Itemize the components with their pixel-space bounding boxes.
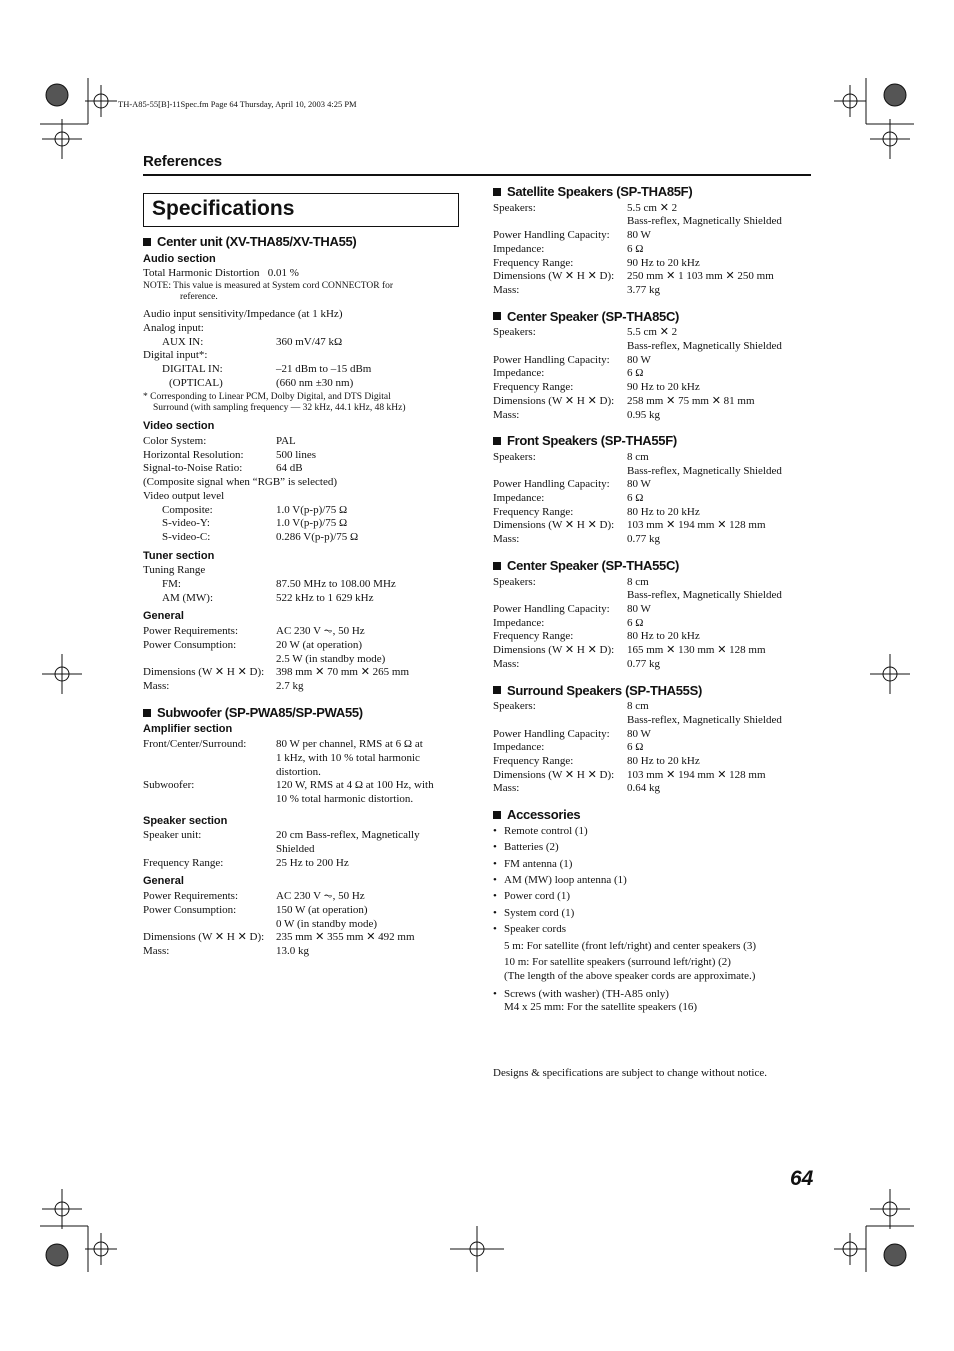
speaker-unit-row: Speaker unit: 20 cm Bass-reflex, Magnetically Shielded	[143, 829, 420, 856]
hres-row: Horizontal Resolution: 500 lines	[143, 448, 317, 461]
sub-mass-row: Mass: 13.0 kg	[143, 944, 309, 957]
sub-power-req-row: Power Requirements: AC 230 V ⏦, 50 Hz	[143, 890, 365, 903]
dimensions-row: Dimensions (W ✕ H ✕ D): 103 mm ✕ 194 mm ✕ 128 mm	[493, 768, 766, 781]
bottom-note: Designs & specifications are subject to change without notice.	[493, 1067, 768, 1079]
accessories-list	[493, 825, 823, 937]
video-section-heading: Video section	[143, 420, 215, 433]
audio-section-heading: Audio section	[143, 252, 216, 265]
speakers-row: Speakers: 8 cm Bass-reflex, Magnetically Shielded	[493, 700, 782, 726]
square-bullet-icon	[493, 686, 501, 694]
square-bullet-icon	[493, 437, 501, 445]
general-heading: General	[143, 610, 184, 623]
dimensions-row: Dimensions (W ✕ H ✕ D): 103 mm ✕ 194 mm ✕ 128 mm	[493, 519, 766, 532]
freq-range-row: Frequency Range: 90 Hz to 20 kHz	[493, 256, 700, 269]
thd-row: Total Harmonic Distortion 0.01 %	[143, 267, 299, 280]
square-bullet-icon	[493, 188, 501, 196]
subwoofer-heading: Subwoofer (SP-PWA85/SP-PWA55)	[143, 706, 473, 720]
power-handling-row: Power Handling Capacity: 80 W	[493, 727, 651, 740]
mass-row: Mass: 2.7 kg	[143, 679, 304, 692]
impedance-row: Impedance: 6 Ω	[493, 616, 644, 629]
list-item: • AM (MW) loop antenna (1)	[493, 874, 823, 888]
square-bullet-icon	[143, 238, 151, 246]
thd-note: NOTE: This value is measured at System cord CONNECTOR for reference.	[143, 281, 394, 303]
page-number: 64	[790, 1167, 814, 1190]
sub-dimensions-row: Dimensions (W ✕ H ✕ D): 235 mm ✕ 355 mm ✕ 492 mm	[143, 931, 415, 944]
list-item: • Screws (with washer) (TH-A85 only)	[493, 988, 823, 1002]
impedance-row: Impedance: 6 Ω	[493, 741, 644, 754]
svideo-c-row: S-video-C: 0.286 V(p-p)/75 Ω	[162, 530, 359, 543]
optical-row: (OPTICAL) (660 nm ±30 nm)	[169, 376, 354, 389]
mass-row: Mass: 0.77 kg	[493, 533, 660, 546]
tuning-range: Tuning Range	[143, 564, 206, 577]
amplifier-section-heading: Amplifier section	[143, 723, 233, 736]
freq-range-row: Frequency Range: 80 Hz to 20 kHz	[493, 630, 700, 643]
aux-in-row: AUX IN: 360 mV/47 kΩ	[162, 335, 343, 348]
freq-range-row: Frequency Range: 90 Hz to 20 kHz	[493, 381, 700, 394]
speakers-row: Speakers: 8 cm Bass-reflex, Magnetically Shielded	[493, 450, 782, 477]
list-item: • Batteries (2)	[493, 841, 823, 855]
subwoofer-power-row: Subwoofer: 120 W, RMS at 4 Ω at 100 Hz, with 10 % total harmonic distortion.	[143, 779, 434, 805]
dimensions-row: Dimensions (W ✕ H ✕ D): 258 mm ✕ 75 mm ✕ 81 mm	[493, 394, 755, 407]
page-title: Specifications	[152, 197, 295, 220]
video-output-level: Video output level	[143, 489, 225, 502]
digital-input: Digital input*:	[143, 349, 208, 362]
screws-list	[493, 988, 823, 1002]
speaker-spec-block	[493, 559, 823, 672]
list-item: • Power cord (1)	[493, 890, 823, 904]
mass-row: Mass: 0.95 kg	[493, 408, 660, 421]
cord-note: (The length of the above speaker cords are approximate.)	[504, 969, 756, 982]
header-rule	[143, 174, 811, 176]
speaker-spec-block	[493, 684, 823, 797]
list-item: • System cord (1)	[493, 907, 823, 921]
composite-note: (Composite signal when “RGB” is selected)	[143, 476, 337, 489]
dimensions-row: Dimensions (W ✕ H ✕ D): 165 mm ✕ 130 mm ✕ 128 mm	[493, 644, 766, 657]
right-column	[493, 185, 823, 1015]
speaker-heading: Center Speaker (SP-THA55C)	[493, 559, 823, 573]
mass-row: Mass: 0.64 kg	[493, 782, 660, 795]
speaker-heading: Satellite Speakers (SP-THA85F)	[493, 185, 823, 199]
sub-freq-row: Frequency Range: 25 Hz to 200 Hz	[143, 856, 349, 869]
input-sensitivity: Audio input sensitivity/Impedance (at 1 kHz)	[143, 308, 343, 321]
power-cons-row: Power Consumption: 20 W (at operation) 2.5 W (in standby mode)	[143, 638, 386, 665]
screws-detail: M4 x 25 mm: For the satellite speakers (16)	[504, 1001, 698, 1014]
sub-general-heading: General	[143, 875, 184, 888]
footnote: * Corresponding to Linear PCM, Dolby Digital, and DTS Digital Surround (with sampling frequency — 32 kHz, 44.1 kHz, 48 kHz)	[143, 392, 406, 414]
am-row: AM (MW): 522 kHz to 1 629 kHz	[162, 591, 374, 604]
speaker-spec-block	[493, 434, 823, 547]
impedance-row: Impedance: 6 Ω	[493, 492, 644, 505]
analog-input: Analog input:	[143, 321, 204, 334]
sub-power-cons-row: Power Consumption: 150 W (at operation) 0 W (in standby mode)	[143, 903, 378, 930]
impedance-row: Impedance: 6 Ω	[493, 242, 644, 255]
square-bullet-icon	[493, 312, 501, 320]
mass-row: Mass: 0.77 kg	[493, 657, 660, 670]
digital-in-row: DIGITAL IN: –21 dBm to –15 dBm	[162, 362, 372, 375]
square-bullet-icon	[493, 562, 501, 570]
section-label: References	[143, 153, 222, 170]
power-handling-row: Power Handling Capacity: 80 W	[493, 602, 651, 615]
file-info: TH-A85-55[B]-11Spec.fm Page 64 Thursday, April 10, 2003 4:25 PM	[118, 99, 357, 109]
square-bullet-icon	[493, 811, 501, 819]
fm-row: FM: 87.50 MHz to 108.00 MHz	[162, 578, 396, 591]
power-handling-row: Power Handling Capacity: 80 W	[493, 478, 651, 491]
power-req-row: Power Requirements: AC 230 V ⏦, 50 Hz	[143, 625, 365, 638]
composite-row: Composite: 1.0 V(p-p)/75 Ω	[162, 503, 348, 516]
speaker-spec-block	[493, 185, 823, 298]
speaker-spec-block	[493, 310, 823, 423]
mass-row: Mass: 3.77 kg	[493, 283, 660, 296]
dimensions-row: Dimensions (W ✕ H ✕ D): 250 mm ✕ 1 103 mm ✕ 250 mm	[493, 270, 774, 283]
speaker-heading: Front Speakers (SP-THA55F)	[493, 434, 823, 448]
center-unit-heading: Center unit (XV-THA85/XV-THA55)	[143, 235, 473, 249]
snr-row: Signal-to-Noise Ratio: 64 dB	[143, 462, 303, 475]
cord-5m: 5 m: For satellite (front left/right) and center speakers (3)	[504, 939, 756, 952]
speakers-row: Speakers: 5.5 cm ✕ 2 Bass-reflex, Magnetically Shielded	[493, 326, 782, 353]
speaker-heading: Surround Speakers (SP-THA55S)	[493, 684, 823, 698]
square-bullet-icon	[143, 709, 151, 717]
speaker-section-heading: Speaker section	[143, 814, 228, 827]
speakers-row: Speakers: 8 cm Bass-reflex, Magnetically Shielded	[493, 575, 782, 602]
list-item: • Speaker cords	[493, 923, 823, 937]
impedance-row: Impedance: 6 Ω	[493, 367, 644, 380]
list-item: • Remote control (1)	[493, 825, 823, 839]
speaker-heading: Center Speaker (SP-THA85C)	[493, 310, 823, 324]
power-handling-row: Power Handling Capacity: 80 W	[493, 229, 651, 242]
left-column	[143, 235, 473, 959]
freq-range-row: Frequency Range: 80 Hz to 20 kHz	[493, 505, 700, 518]
color-system-row: Color System: PAL	[143, 435, 296, 448]
tuner-section-heading: Tuner section	[143, 549, 215, 562]
speakers-row: Speakers: 5.5 cm ✕ 2 Bass-reflex, Magnetically Shielded	[493, 201, 782, 228]
cord-10m: 10 m: For satellite speakers (surround left/right) (2)	[504, 956, 731, 969]
freq-range-row: Frequency Range: 80 Hz to 20 kHz	[493, 755, 700, 768]
dimensions-row: Dimensions (W ✕ H ✕ D): 398 mm ✕ 70 mm ✕ 265 mm	[143, 666, 410, 679]
svideo-y-row: S-video-Y: 1.0 V(p-p)/75 Ω	[162, 517, 348, 530]
accessories-heading: Accessories	[493, 808, 823, 822]
list-item: • FM antenna (1)	[493, 858, 823, 872]
fcs-row: Front/Center/Surround: 80 W per channel, RMS at 6 Ω at 1 kHz, with 10 % total harmonic distortion.	[143, 738, 423, 778]
power-handling-row: Power Handling Capacity: 80 W	[493, 353, 651, 366]
